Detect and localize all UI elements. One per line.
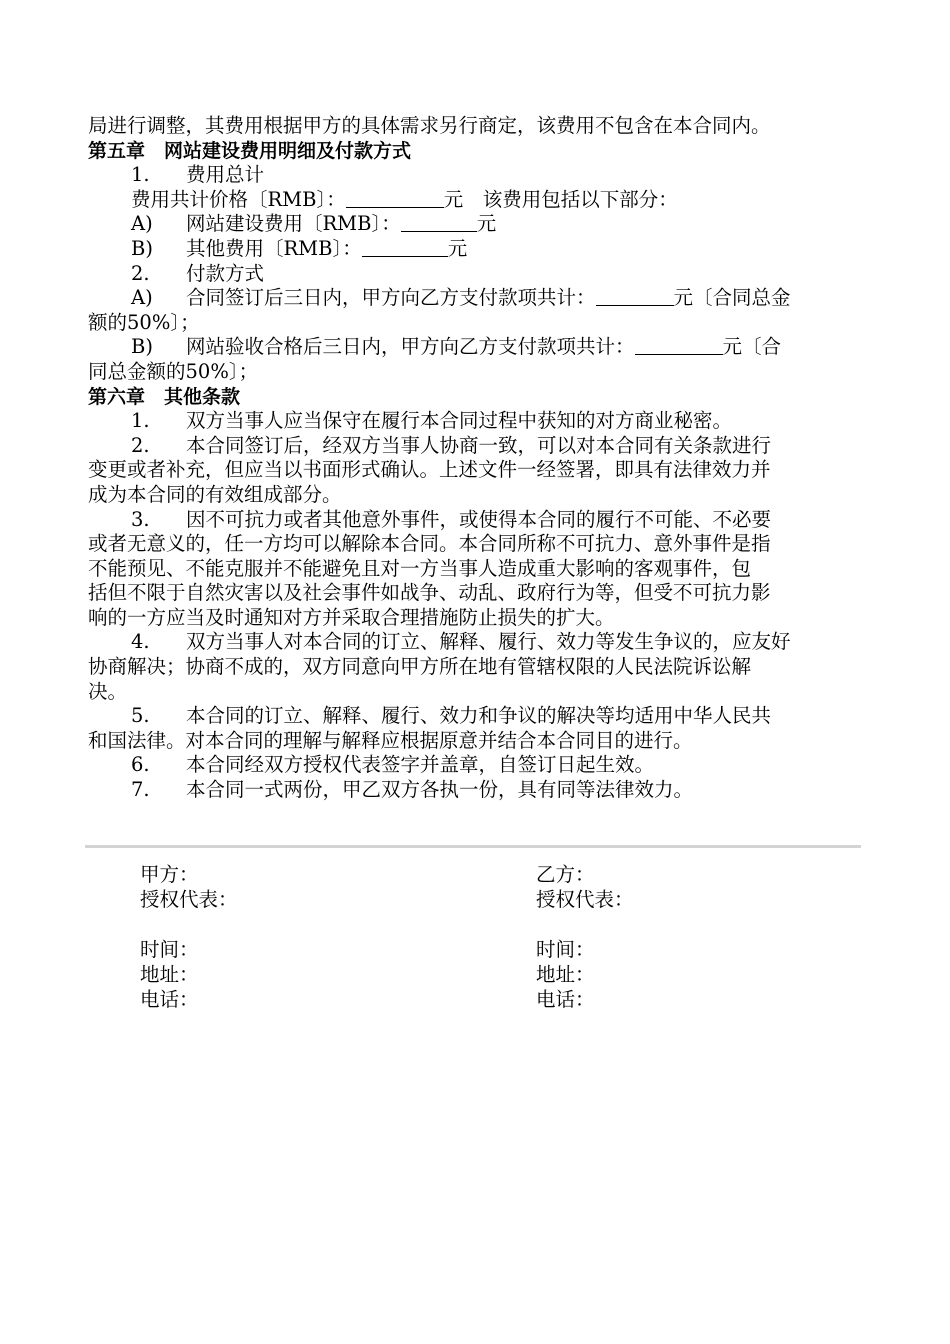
party-b-label: 乙方： (536, 863, 595, 886)
clause-6-4: 4. 双方当事人对本合同的订立、解释、履行、效力等发生争议的，应友好 (131, 630, 791, 654)
paragraph-line: 括但不限于自然灾害以及社会事件如战争、动乱、政府行为等，但受不可抗力影 (88, 581, 771, 605)
party-a-signature-block (140, 862, 238, 1012)
clause-5-2-b: B) 网站验收合格后三日内，甲方向乙方支付款项共计： 元〔合 (131, 335, 782, 359)
paragraph-line: 或者无意义的，任一方均可以解除本合同。本合同所称不可抗力、意外事件是指 (88, 532, 771, 556)
clause-6-6: 6. 本合同经双方授权代表签字并盖章，自签订日起生效。 (131, 753, 655, 777)
clause-5-1: 1. 费用总计 (131, 163, 265, 187)
clause-5-1-total: 费用共计价格〔RMB〕： 元 该费用包括以下部分： (131, 187, 678, 211)
paragraph-line: 变更或者补充，但应当以书面形式确认。上述文件一经签署，即具有法律效力并 (88, 458, 771, 482)
paragraph-line: 局进行调整，其费用根据甲方的具体需求另行商定，该费用不包含在本合同内。 (88, 114, 771, 137)
clause-5-1-a: A) 网站建设费用〔RMB〕： 元 (131, 212, 497, 236)
other-fee-blank[interactable] (362, 238, 448, 257)
party-b-address-label: 地址： (536, 963, 595, 986)
party-a-phone-label: 电话： (140, 988, 199, 1011)
paragraph-line: 成为本合同的有效组成部分。 (88, 482, 342, 506)
chapter-5-heading: 第五章 网站建设费用明细及付款方式 (88, 139, 412, 162)
paragraph-line: 不能预见、不能克服并不能避免且对一方当事人造成重大影响的客观事件，包 (88, 556, 752, 580)
first-payment-blank[interactable] (596, 287, 674, 306)
clause-5-2: 2. 付款方式 (131, 261, 265, 285)
party-a-label: 甲方： (140, 863, 199, 886)
section-divider (85, 845, 861, 848)
website-fee-blank[interactable] (401, 213, 477, 232)
clause-6-1: 1. 双方当事人应当保守在履行本合同过程中获知的对方商业秘密。 (131, 409, 733, 433)
party-a-address-label: 地址： (140, 963, 199, 986)
party-b-phone-label: 电话： (536, 988, 595, 1011)
chapter-6-heading: 第六章 其他条款 (88, 385, 241, 408)
paragraph-line: 额的50%〕； (88, 310, 200, 334)
party-a-rep-label: 授权代表： (140, 888, 238, 911)
second-payment-blank[interactable] (635, 336, 723, 355)
clause-6-7: 7. 本合同一式两份，甲乙双方各执一份，具有同等法律效力。 (131, 778, 694, 802)
clause-5-2-a: A) 合同签订后三日内，甲方向乙方支付款项共计： 元〔合同总金 (131, 286, 791, 310)
clause-6-2: 2. 本合同签订后，经双方当事人协商一致，可以对本合同有关条款进行 (131, 433, 772, 457)
clause-5-1-b: B) 其他费用〔RMB〕： 元 (131, 236, 468, 260)
paragraph-line: 响的一方应当及时通知对方并采取合理措施防止损失的扩大。 (88, 605, 615, 629)
party-b-time-label: 时间： (536, 938, 595, 961)
total-amount-blank[interactable] (346, 189, 444, 208)
clause-6-5: 5. 本合同的订立、解释、履行、效力和争议的解决等均适用中华人民共 (131, 704, 772, 728)
party-a-time-label: 时间： (140, 938, 199, 961)
paragraph-line: 和国法律。对本合同的理解与解释应根据原意并结合本合同目的进行。 (88, 728, 693, 752)
party-b-rep-label: 授权代表： (536, 888, 634, 911)
paragraph-line: 决。 (88, 679, 128, 703)
paragraph-line: 协商解决；协商不成的，双方同意向甲方所在地有管辖权限的人民法院诉讼解 (88, 655, 752, 679)
paragraph-line: 同总金额的50%〕； (88, 359, 259, 383)
party-b-signature-block (536, 862, 634, 1012)
contract-body (88, 114, 850, 803)
clause-6-3: 3. 因不可抗力或者其他意外事件，或使得本合同的履行不可能、不必要 (131, 507, 772, 531)
